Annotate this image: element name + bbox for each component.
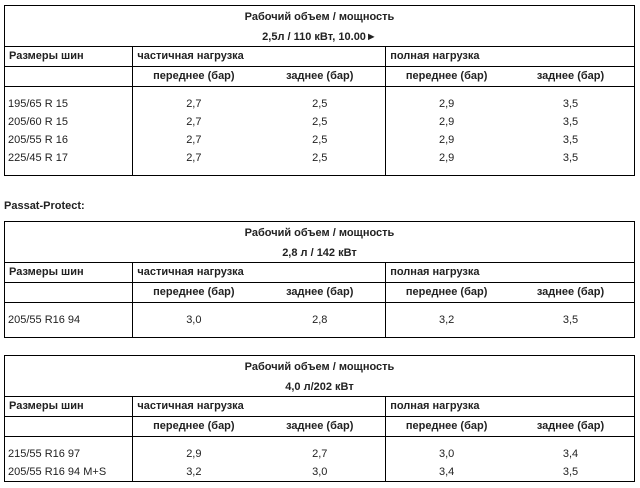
pressure-value: 2,7	[186, 152, 202, 164]
pressure-table-2	[4, 221, 635, 338]
pressure-value: 3,5	[562, 152, 579, 164]
tire-size: 205/55 R16 94	[5, 311, 133, 329]
table-row	[5, 131, 635, 149]
front-header: переднее (бар)	[386, 67, 507, 87]
pressure-value: 3,2	[186, 466, 202, 478]
rear-header: заднее (бар)	[254, 417, 385, 437]
front-header: переднее (бар)	[133, 417, 254, 437]
engine-spec: 4,0 л/202 кВт	[285, 381, 354, 393]
pressure-value: 3,0	[254, 463, 385, 482]
section-heading: Passat-Protect:	[4, 200, 85, 212]
table-title: Рабочий объем / мощность	[244, 227, 395, 239]
pressure-value: 3,5	[562, 98, 579, 110]
pressure-table-1	[4, 5, 635, 176]
table-row	[5, 149, 635, 167]
partial-load-header: частичная нагрузка	[133, 47, 386, 67]
size-header: Размеры шин	[5, 47, 133, 67]
pressure-value: 3,2	[438, 314, 455, 326]
pressure-value: 3,4	[562, 448, 579, 460]
engine-spec: 2,8 л / 142 кВт	[282, 247, 357, 259]
pressure-value: 2,8	[254, 311, 385, 329]
size-header: Размеры шин	[5, 263, 133, 283]
front-header: переднее (бар)	[386, 417, 507, 437]
rear-header: заднее (бар)	[507, 417, 634, 437]
full-load-header: полная нагрузка	[386, 47, 635, 67]
table-row	[5, 95, 635, 113]
pressure-value: 3,5	[562, 314, 579, 326]
pressure-value: 2,7	[186, 98, 202, 110]
pressure-value: 2,7	[186, 116, 202, 128]
pressure-value: 2,5	[254, 149, 385, 167]
pressure-table-3	[4, 355, 635, 482]
tire-size: 205/60 R 15	[5, 113, 133, 131]
pressure-value: 2,9	[438, 134, 455, 146]
pressure-value: 2,9	[438, 98, 455, 110]
pressure-value: 2,7	[254, 445, 385, 463]
table-row	[5, 463, 635, 482]
pressure-value: 2,5	[254, 95, 385, 113]
table-row	[5, 445, 635, 463]
pressure-value: 3,5	[562, 134, 579, 146]
pressure-value: 3,0	[186, 314, 202, 326]
tire-size: 195/65 R 15	[5, 95, 133, 113]
full-load-header: полная нагрузка	[386, 397, 635, 417]
rear-header: заднее (бар)	[254, 67, 385, 87]
pressure-value: 2,9	[186, 448, 202, 460]
table-title: Рабочий объем / мощность	[244, 11, 395, 23]
pressure-value: 2,5	[254, 131, 385, 149]
tire-size: 205/55 R 16	[5, 131, 133, 149]
size-header: Размеры шин	[5, 397, 133, 417]
rear-header: заднее (бар)	[507, 283, 634, 303]
pressure-value: 2,5	[254, 113, 385, 131]
front-header: переднее (бар)	[133, 283, 254, 303]
table-row	[5, 113, 635, 131]
pressure-value: 3,0	[438, 448, 455, 460]
pressure-value: 3,4	[438, 466, 455, 478]
partial-load-header: частичная нагрузка	[133, 263, 386, 283]
full-load-header: полная нагрузка	[386, 263, 635, 283]
table-title: Рабочий объем / мощность	[244, 361, 395, 373]
rear-header: заднее (бар)	[507, 67, 634, 87]
pressure-value: 2,7	[186, 134, 202, 146]
pressure-value: 2,9	[438, 116, 455, 128]
table-row	[5, 311, 635, 329]
tire-size: 215/55 R16 97	[5, 445, 133, 463]
front-header: переднее (бар)	[133, 67, 254, 87]
tire-size: 205/55 R16 94 M+S	[5, 463, 133, 482]
pressure-value: 3,5	[562, 116, 579, 128]
rear-header: заднее (бар)	[254, 283, 385, 303]
front-header: переднее (бар)	[386, 283, 507, 303]
tire-size: 225/45 R 17	[5, 149, 133, 167]
pressure-value: 3,5	[562, 466, 579, 478]
pressure-value: 2,9	[438, 152, 455, 164]
engine-spec: 2,5л / 110 кВт, 10.00►	[262, 31, 377, 43]
partial-load-header: частичная нагрузка	[133, 397, 386, 417]
